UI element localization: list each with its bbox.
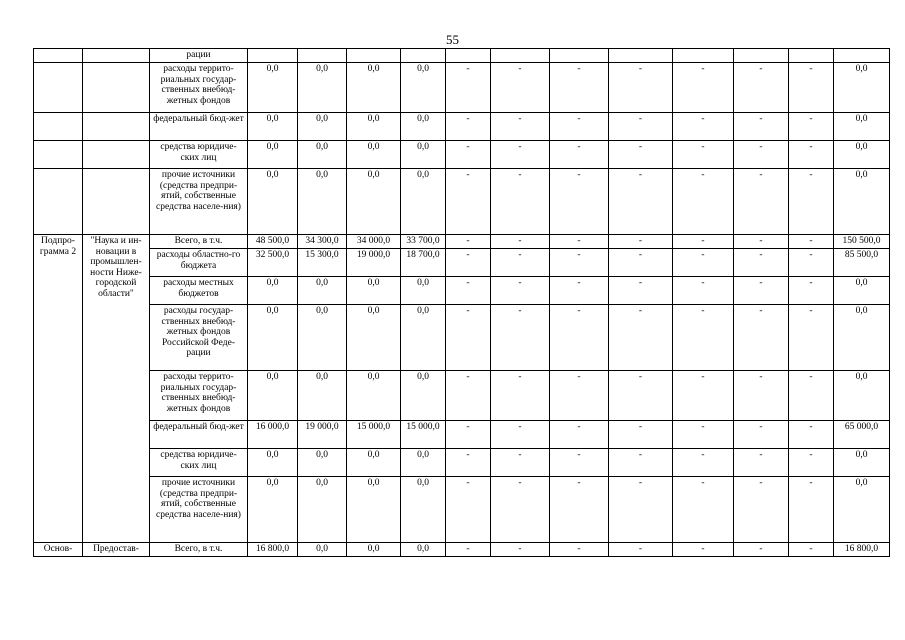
value-cell: 0,0 [248,169,298,235]
value-cell: - [734,305,789,371]
funding-source-cell: расходы областно-го бюджета [150,249,248,277]
value-cell: - [550,249,609,277]
value-cell: - [609,477,673,543]
value-cell: - [734,543,789,557]
value-cell: - [446,449,491,477]
value-cell: - [734,277,789,305]
value-cell: - [609,169,673,235]
value-cell: 0,0 [401,113,446,141]
value-cell: 0,0 [298,305,347,371]
value-cell [248,49,298,63]
value-cell: 65 000,0 [834,421,890,449]
value-cell: 0,0 [834,371,890,421]
subprogram-title-cell: "Наука и ин-новации в промышлен-ности Ниже-городской области" [83,235,150,543]
value-cell: 0,0 [834,305,890,371]
value-cell: - [673,141,734,169]
funding-source-cell: расходы террито-риальных государ-ственных внебюд-жетных фондов [150,371,248,421]
program-title-cell [83,169,150,235]
value-cell: - [734,477,789,543]
value-cell [734,49,789,63]
value-cell: - [491,169,550,235]
value-cell: - [491,249,550,277]
value-cell: 0,0 [401,141,446,169]
value-cell: 0,0 [248,371,298,421]
funding-source-cell: Всего, в т.ч. [150,235,248,249]
table-row [34,169,890,235]
value-cell: - [609,113,673,141]
funding-source-cell: прочие источники (средства предпри-ятий, собственные средства населе-ния) [150,477,248,543]
value-cell: - [609,305,673,371]
value-cell: - [550,141,609,169]
value-cell: 0,0 [347,477,401,543]
table-row [34,277,890,305]
value-cell [401,49,446,63]
value-cell: - [550,449,609,477]
value-cell: - [609,141,673,169]
value-cell: - [789,543,834,557]
value-cell: 0,0 [834,477,890,543]
value-cell: 0,0 [834,449,890,477]
value-cell: 0,0 [248,63,298,113]
value-cell: - [446,141,491,169]
value-cell: - [446,169,491,235]
value-cell: - [446,63,491,113]
value-cell [491,49,550,63]
value-cell: - [789,63,834,113]
value-cell: - [789,305,834,371]
value-cell: - [609,63,673,113]
value-cell: 0,0 [347,141,401,169]
value-cell: - [673,305,734,371]
value-cell: 0,0 [401,543,446,557]
value-cell: - [673,277,734,305]
value-cell: 0,0 [834,141,890,169]
value-cell: - [491,449,550,477]
value-cell: 0,0 [248,477,298,543]
value-cell: 0,0 [401,449,446,477]
program-cell [34,113,83,141]
value-cell: 0,0 [347,169,401,235]
value-cell: - [550,235,609,249]
value-cell: - [673,235,734,249]
value-cell: 19 000,0 [347,249,401,277]
value-cell: - [550,543,609,557]
value-cell: - [734,63,789,113]
value-cell: 0,0 [401,277,446,305]
table-row [34,113,890,141]
value-cell: - [673,421,734,449]
value-cell: - [609,543,673,557]
value-cell: 0,0 [347,277,401,305]
value-cell: - [734,113,789,141]
value-cell: - [734,169,789,235]
value-cell: - [673,113,734,141]
value-cell: 0,0 [401,371,446,421]
program-title-cell: Предостав- [83,543,150,557]
funding-source-cell: рации [150,49,248,63]
value-cell: 34 300,0 [298,235,347,249]
value-cell: 0,0 [248,305,298,371]
value-cell: - [609,371,673,421]
value-cell: - [446,277,491,305]
value-cell: 16 000,0 [248,421,298,449]
value-cell: - [789,249,834,277]
program-cell [34,169,83,235]
value-cell: 48 500,0 [248,235,298,249]
value-cell: 0,0 [298,141,347,169]
value-cell: - [446,477,491,543]
value-cell: 0,0 [298,63,347,113]
program-cell [34,49,83,63]
page-number: 55 [446,32,459,47]
value-cell: - [609,249,673,277]
value-cell [298,49,347,63]
value-cell: - [789,477,834,543]
value-cell: - [550,113,609,141]
table-row [34,477,890,543]
value-cell: 0,0 [834,63,890,113]
value-cell: - [673,543,734,557]
value-cell: 0,0 [347,113,401,141]
table-row [34,63,890,113]
value-cell: 0,0 [298,277,347,305]
value-cell: - [491,477,550,543]
value-cell: 33 700,0 [401,235,446,249]
value-cell: - [491,371,550,421]
funding-source-cell: федеральный бюд-жет [150,421,248,449]
value-cell: 0,0 [347,449,401,477]
subprogram-cell: Подпро-грамма 2 [34,235,83,543]
value-cell: - [789,235,834,249]
value-cell: 0,0 [298,477,347,543]
value-cell: - [491,141,550,169]
value-cell: 0,0 [298,169,347,235]
value-cell: - [734,421,789,449]
funding-source-cell: федеральный бюд-жет [150,113,248,141]
value-cell: 0,0 [298,449,347,477]
value-cell: - [491,113,550,141]
value-cell: 16 800,0 [834,543,890,557]
value-cell: - [789,113,834,141]
value-cell: - [734,449,789,477]
funding-source-cell: Всего, в т.ч. [150,543,248,557]
value-cell: 0,0 [248,141,298,169]
table-row [34,305,890,371]
value-cell: - [446,421,491,449]
value-cell: - [789,277,834,305]
program-title-cell [83,141,150,169]
value-cell: - [550,421,609,449]
value-cell: - [446,543,491,557]
value-cell: 0,0 [834,113,890,141]
value-cell: - [491,543,550,557]
value-cell: - [673,449,734,477]
value-cell: 0,0 [347,63,401,113]
table-row [34,49,890,63]
value-cell: - [734,235,789,249]
value-cell: - [446,113,491,141]
value-cell: - [550,277,609,305]
table-row [34,249,890,277]
value-cell: 0,0 [248,449,298,477]
funding-source-cell: средства юридиче-ских лиц [150,449,248,477]
value-cell: 0,0 [401,305,446,371]
value-cell: - [609,449,673,477]
table-row [34,543,890,557]
value-cell: - [609,421,673,449]
value-cell: - [609,235,673,249]
value-cell: 0,0 [401,169,446,235]
value-cell: 19 000,0 [298,421,347,449]
value-cell: - [446,249,491,277]
value-cell: - [734,249,789,277]
program-title-cell [83,49,150,63]
value-cell: - [446,305,491,371]
value-cell: - [789,371,834,421]
table-row [34,141,890,169]
value-cell: - [789,421,834,449]
funding-source-cell: прочие источники (средства предпри-ятий, собственные средства населе-ния) [150,169,248,235]
value-cell: 0,0 [401,63,446,113]
value-cell: - [491,305,550,371]
table-row [34,421,890,449]
value-cell: - [550,371,609,421]
value-cell: - [673,63,734,113]
value-cell: 0,0 [298,113,347,141]
value-cell: - [550,477,609,543]
value-cell: - [491,421,550,449]
value-cell [789,49,834,63]
value-cell: - [491,235,550,249]
value-cell [673,49,734,63]
value-cell: - [673,371,734,421]
value-cell: 15 300,0 [298,249,347,277]
value-cell: - [491,63,550,113]
value-cell: 0,0 [347,305,401,371]
value-cell: - [550,305,609,371]
funding-source-cell: расходы государ-ственных внебюд-жетных фондов Российской Феде-рации [150,305,248,371]
value-cell: - [550,63,609,113]
value-cell [834,49,890,63]
value-cell: - [734,371,789,421]
value-cell [609,49,673,63]
value-cell: 0,0 [248,113,298,141]
value-cell: 18 700,0 [401,249,446,277]
value-cell: - [491,277,550,305]
value-cell: 0,0 [298,543,347,557]
value-cell: 32 500,0 [248,249,298,277]
budget-table [33,48,890,557]
value-cell: 0,0 [347,543,401,557]
value-cell: 0,0 [347,371,401,421]
program-cell [34,63,83,113]
table-row [34,371,890,421]
value-cell: 0,0 [401,477,446,543]
value-cell: - [789,141,834,169]
value-cell: 34 000,0 [347,235,401,249]
program-title-cell [83,63,150,113]
value-cell [550,49,609,63]
value-cell [446,49,491,63]
program-title-cell [83,113,150,141]
value-cell: - [789,449,834,477]
value-cell: - [446,371,491,421]
value-cell: - [789,169,834,235]
value-cell [347,49,401,63]
value-cell: 0,0 [834,277,890,305]
value-cell: 0,0 [834,169,890,235]
table-row [34,449,890,477]
value-cell: 15 000,0 [347,421,401,449]
value-cell: - [446,235,491,249]
program-cell [34,141,83,169]
funding-source-cell: средства юридиче-ских лиц [150,141,248,169]
value-cell: 16 800,0 [248,543,298,557]
value-cell: - [673,477,734,543]
program-cell: Основ- [34,543,83,557]
value-cell: - [673,169,734,235]
value-cell: 0,0 [248,277,298,305]
value-cell: - [609,277,673,305]
funding-source-cell: расходы террито-риальных государ-ственных внебюд-жетных фондов [150,63,248,113]
table-row [34,235,890,249]
value-cell: 0,0 [298,371,347,421]
value-cell: 85 500,0 [834,249,890,277]
value-cell: - [734,141,789,169]
value-cell: 150 500,0 [834,235,890,249]
funding-source-cell: расходы местных бюджетов [150,277,248,305]
value-cell: - [550,169,609,235]
value-cell: - [673,249,734,277]
value-cell: 15 000,0 [401,421,446,449]
